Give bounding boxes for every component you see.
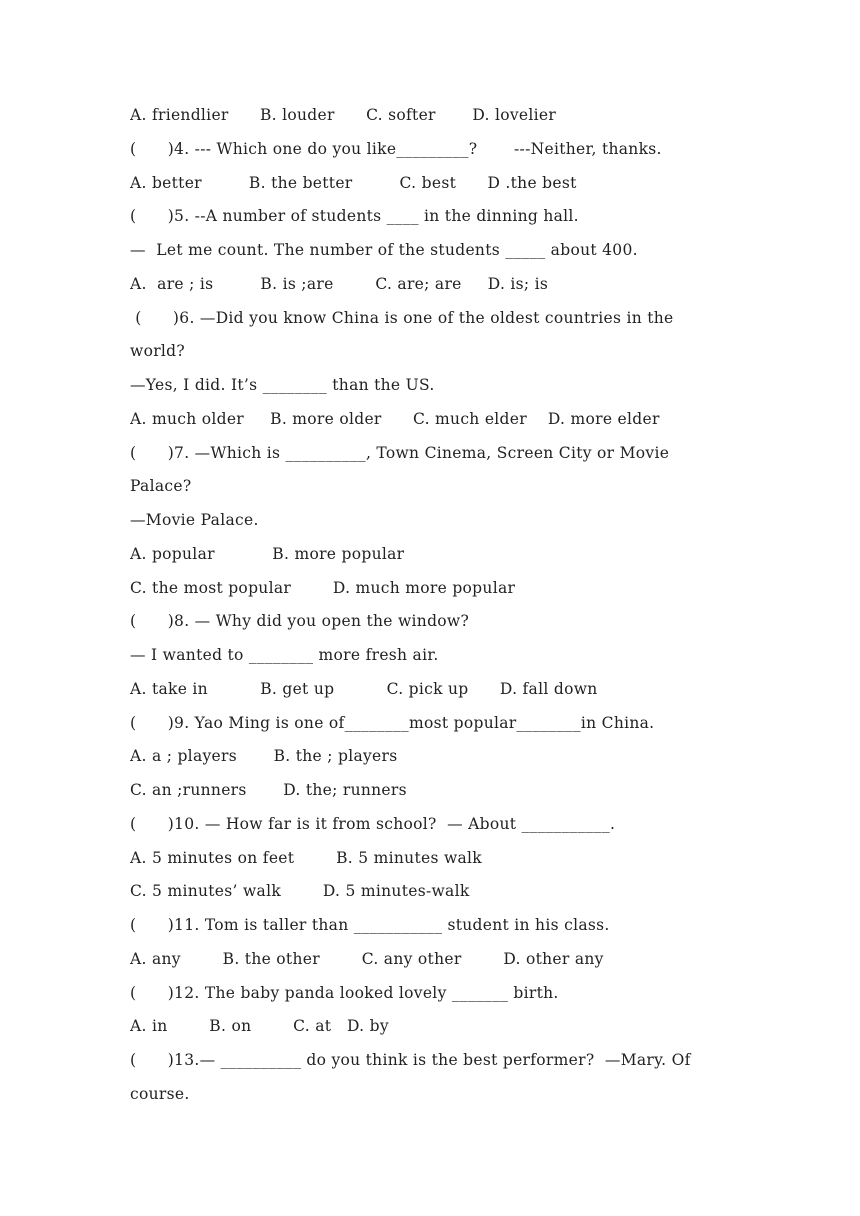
question-5-options: A. are ; is B. is ;are C. are; are D. is; is bbox=[130, 274, 549, 293]
question-6-reply: —Yes, I did. It’s ________ than the US. bbox=[130, 376, 435, 394]
question-9-options-2: C. an ;runners D. the; runners bbox=[130, 781, 407, 799]
question-13-cont: course. bbox=[130, 1084, 190, 1103]
question-8-options: A. take in B. get up C. pick up D. fall down bbox=[130, 679, 598, 698]
question-7-cont: Palace? bbox=[130, 477, 192, 496]
question-5-reply: — Let me count. The number of the students _____ about 400. bbox=[130, 241, 638, 259]
question-6-cont: world? bbox=[130, 342, 185, 361]
question-9: ( )9. Yao Ming is one of________most popular________in China. bbox=[130, 713, 655, 732]
question-10-options-2: C. 5 minutes’ walk D. 5 minutes-walk bbox=[130, 882, 470, 901]
question-11-options: A. any B. the other C. any other D. other any bbox=[130, 949, 604, 968]
question-5: ( )5. --A number of students ____ in the dinning hall. bbox=[130, 207, 579, 226]
text-line: A. friendlier B. louder C. softer D. lovelier bbox=[130, 106, 557, 124]
question-4-options: A. better B. the better C. best D .the best bbox=[130, 173, 577, 192]
question-12: ( )12. The baby panda looked lovely _______ birth. bbox=[130, 983, 559, 1002]
question-7: ( )7. —Which is __________, Town Cinema, Screen City or Movie bbox=[130, 443, 670, 462]
question-10-options-1: A. 5 minutes on feet B. 5 minutes walk bbox=[130, 848, 483, 867]
question-8: ( )8. — Why did you open the window? bbox=[130, 612, 470, 631]
question-6: ( )6. —Did you know China is one of the oldest countries in the bbox=[130, 308, 674, 327]
question-13: ( )13.— __________ do you think is the best performer? —Mary. Of bbox=[130, 1051, 691, 1069]
question-7-options-2: C. the most popular D. much more popular bbox=[130, 578, 516, 597]
question-4: ( )4. --- Which one do you like_________? ---Neither, thanks. bbox=[130, 139, 662, 158]
question-10: ( )10. — How far is it from school? — About ___________. bbox=[130, 814, 616, 833]
question-12-options: A. in B. on C. at D. by bbox=[130, 1017, 389, 1036]
exercise-text bbox=[130, 99, 740, 1112]
question-6-options: A. much older B. more older C. much elder D. more elder bbox=[130, 409, 660, 428]
question-8-reply: — I wanted to ________ more fresh air. bbox=[130, 646, 439, 664]
question-9-options-1: A. a ; players B. the ; players bbox=[130, 747, 398, 766]
question-11: ( )11. Tom is taller than ___________ student in his class. bbox=[130, 916, 610, 934]
question-7-reply: —Movie Palace. bbox=[130, 511, 259, 529]
question-7-options-1: A. popular B. more popular bbox=[130, 544, 405, 563]
